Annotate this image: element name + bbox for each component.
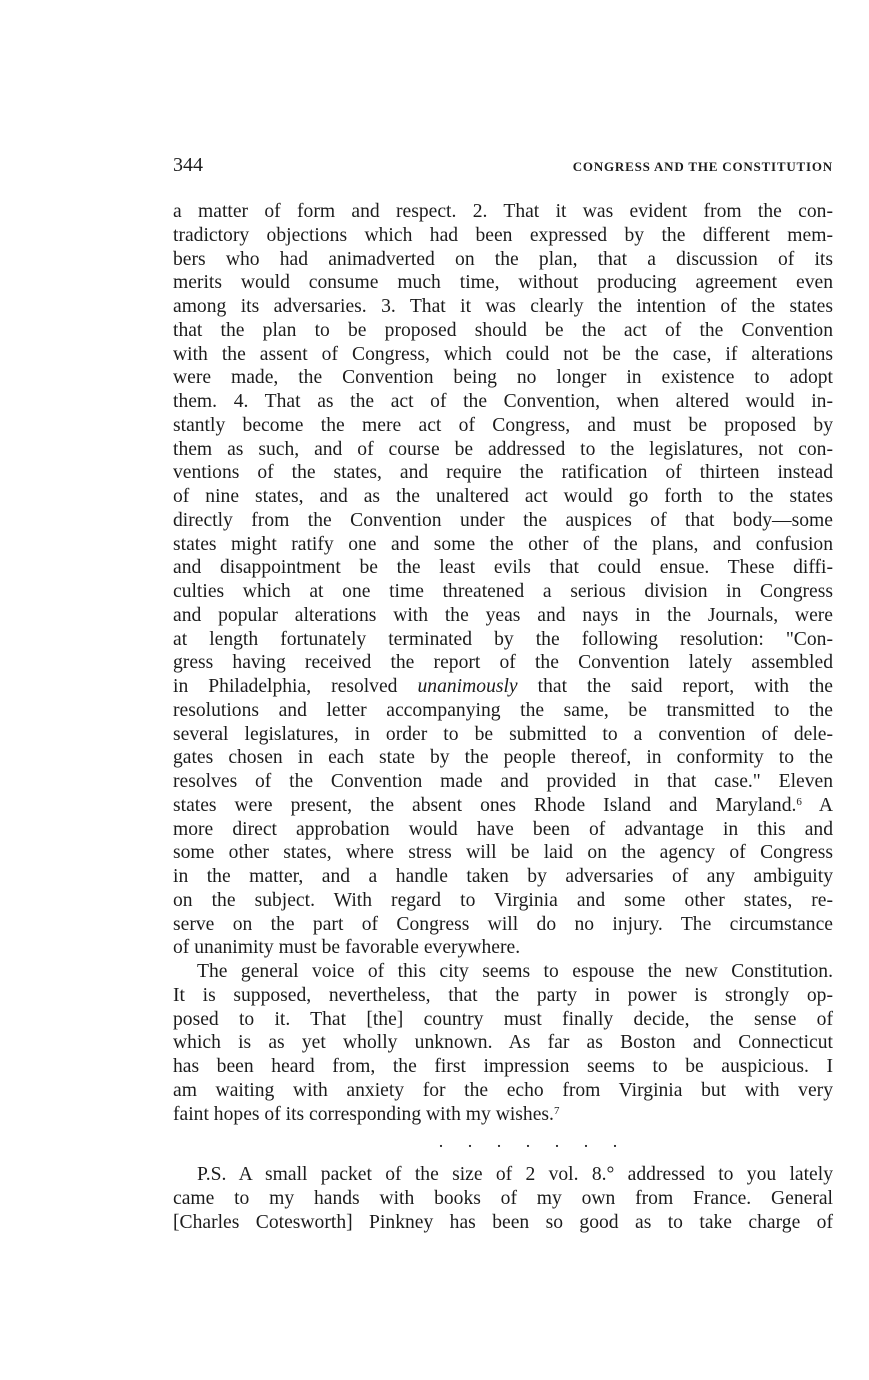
text-line: bers who had animadverted on the plan, that a discussion of its [173, 248, 833, 270]
text-line: were made, the Convention being no longer in existence to adopt [173, 367, 833, 389]
text-line: and disappointment be the least evils that could ensue. These diffi- [173, 557, 833, 579]
text-line: in the matter, and a handle taken by adversaries of any ambiguity [173, 866, 833, 887]
text-line: some other states, where stress will be laid on the agency of Congress [173, 842, 833, 864]
footnote-marker-7: 7 [553, 1104, 560, 1117]
paragraph-2 [173, 960, 833, 1126]
text-line [173, 1103, 833, 1127]
text-line: of nine states, and as the unaltered act would go forth to the states [173, 486, 833, 507]
paragraph-1 [173, 200, 833, 960]
text-line [173, 794, 833, 818]
text-run: A [801, 794, 833, 816]
footnote-marker-6: 6 [796, 795, 802, 808]
text-line: and popular alterations with the yeas and nays in the Journals, were [173, 604, 833, 626]
text-line: stantly become the mere act of Congress, and must be proposed by [173, 414, 833, 436]
text-line: tradictory objections which had been expressed by the different mem- [173, 224, 833, 246]
text-line: that the plan to be proposed should be the act of the Convention [173, 319, 833, 341]
text-line: among its adversaries. 3. That it was clearly the intention of the states [173, 296, 833, 317]
text-line: with the assent of Congress, which could not be the case, if alterations [173, 343, 833, 365]
text-line: on the subject. With regard to Virginia and some other states, re- [173, 889, 833, 911]
running-head [173, 154, 833, 184]
text-line: several legislatures, in order to be submitted to a convention of dele- [173, 723, 833, 745]
text-line: gress having received the report of the Convention lately assembled [173, 652, 833, 674]
page-number: 344 [173, 154, 203, 176]
text-line: them. 4. That as the act of the Convention, when altered would in- [173, 391, 833, 412]
running-title: CONGRESS AND THE CONSTITUTION [572, 159, 833, 174]
text-line: them as such, and of course be addressed to the legislatures, not con- [173, 438, 833, 460]
text-line [173, 675, 833, 699]
text-line: posed to it. That [the] country must finally decide, the sense of [173, 1008, 833, 1030]
text-line: am waiting with anxiety for the echo from Virginia but with very [173, 1079, 833, 1101]
text-line: at length fortunately terminated by the following resolution: "Con- [173, 628, 833, 650]
text-line: [Charles Cotesworth] Pinkney has been so good as to take charge of [173, 1211, 833, 1233]
text-line: It is supposed, nevertheless, that the party in power is strongly op- [173, 984, 833, 1006]
text-line: of unanimity must be favorable everywhere. [173, 937, 521, 959]
section-separator: . . . . . . . [438, 1131, 628, 1152]
text-line: resolutions and letter accompanying the same, be transmitted to the [173, 699, 833, 721]
text-line: merits would consume much time, without producing agreement even [173, 272, 833, 294]
text-line: a matter of form and respect. 2. That it was evident from the con- [173, 201, 833, 222]
emphasis-unanimously: unanimously [417, 676, 518, 697]
text-line: directly from the Convention under the auspices of that body—some [173, 509, 833, 531]
text-run: states were present, the absent ones Rhode Island and Maryland. [173, 794, 797, 816]
text-run: that the said report, with the [517, 676, 833, 697]
text-line: P.S. A small packet of the size of 2 vol. 8.° addressed to you lately [197, 1164, 833, 1186]
body-text [173, 200, 833, 1235]
postscript [173, 1163, 833, 1234]
text-line: came to my hands with books of my own from France. General [173, 1188, 833, 1209]
document-page [173, 154, 833, 1235]
text-line: states might ratify one and some the other of the plans, and confusion [173, 533, 833, 555]
text-line: which is as yet wholly unknown. As far as Boston and Connecticut [173, 1032, 833, 1054]
text-line: serve on the part of Congress will do no injury. The circumstance [173, 913, 833, 935]
text-run: faint hopes of its corresponding with my wishes. [173, 1103, 554, 1125]
text-line: gates chosen in each state by the people thereof, in conformity to the [173, 747, 833, 769]
text-run: in Philadelphia, resolved [173, 676, 418, 697]
text-line: has been heard from, the first impression seems to be auspicious. I [173, 1056, 833, 1077]
spacer [173, 1156, 833, 1163]
text-line: ventions of the states, and require the ratification of thirteen instead [173, 462, 833, 484]
text-line: culties which at one time threatened a serious division in Congress [173, 581, 833, 602]
text-line: resolves of the Convention made and provided in that case." Eleven [173, 771, 833, 792]
text-line: more direct approbation would have been of advantage in this and [173, 818, 833, 840]
text-line: The general voice of this city seems to espouse the new Constitution. [197, 961, 833, 982]
